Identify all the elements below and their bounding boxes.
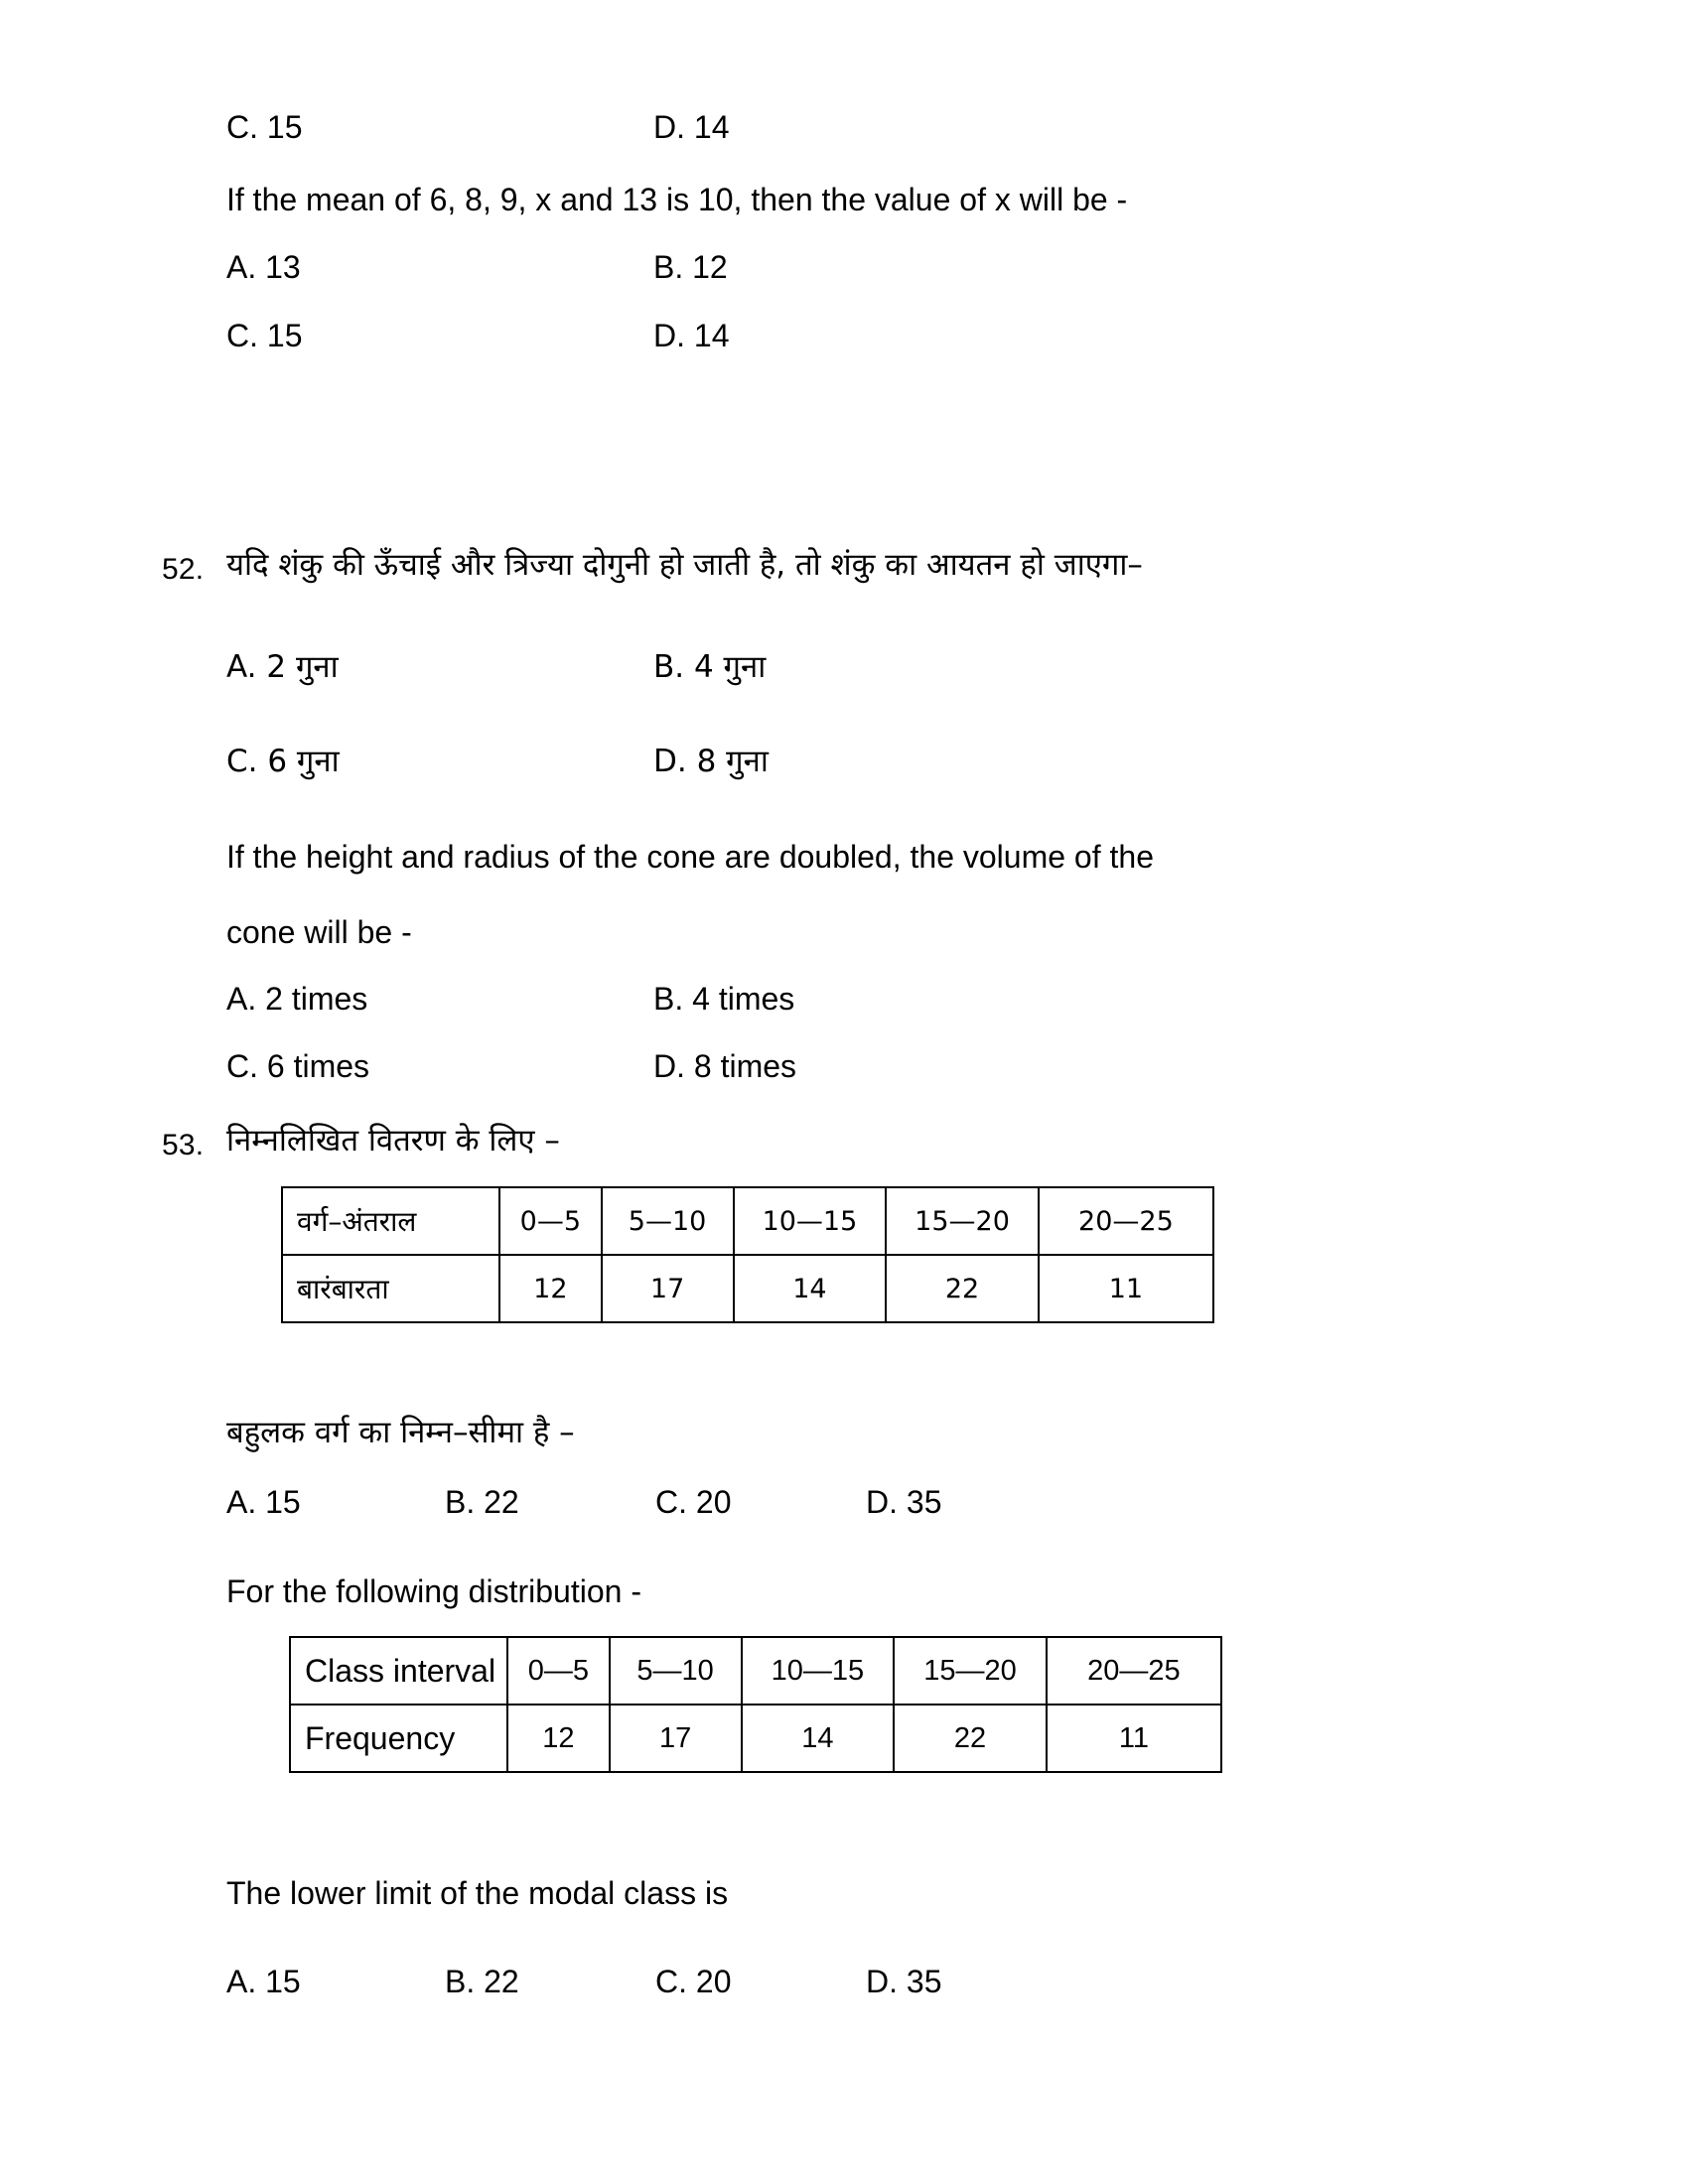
table-row — [282, 1255, 1213, 1322]
q52-option-a-hindi — [226, 645, 339, 687]
cell-frequency-hi-0: 12 — [499, 1255, 601, 1322]
q51-option-c-row3 — [226, 318, 302, 354]
option-key: D. — [653, 318, 694, 353]
option-text: 20 — [695, 1964, 732, 1999]
cell-class-interval-hi-3: 15—20 — [886, 1187, 1039, 1255]
q53-option-b-english — [445, 1964, 519, 2000]
cell-class-interval-en-3: 15—20 — [894, 1637, 1047, 1705]
cell-class-interval-en-4: 20—25 — [1047, 1637, 1221, 1705]
option-key: A. — [226, 1484, 266, 1520]
q52-option-d-hindi — [653, 740, 769, 781]
distribution-table-english — [289, 1636, 1222, 1773]
q52-option-b-english — [653, 981, 794, 1018]
option-text: 20 — [695, 1484, 732, 1520]
option-key: A. — [226, 249, 266, 285]
cell-class-interval-en-0: 0—5 — [507, 1637, 609, 1705]
option-text: 14 — [693, 109, 730, 145]
table-row — [282, 1187, 1213, 1255]
q51-option-b — [653, 249, 728, 286]
q53-stem-english: For the following distribution - — [226, 1573, 641, 1609]
option-key: A. — [226, 649, 267, 685]
q53-option-d-english — [866, 1964, 941, 2000]
option-key: A. — [226, 1964, 266, 1999]
option-key: B. — [445, 1964, 485, 1999]
option-key: D. — [653, 744, 697, 779]
cell-class-interval-en-2: 10—15 — [742, 1637, 895, 1705]
cell-frequency-en-0: 12 — [507, 1705, 609, 1772]
option-text: 12 — [692, 249, 728, 285]
cell-class-interval-en-1: 5—10 — [610, 1637, 742, 1705]
option-text: 15 — [265, 1964, 301, 1999]
option-text: 15 — [266, 109, 303, 145]
option-key: B. — [653, 649, 694, 685]
option-text: 22 — [484, 1484, 519, 1520]
q52-number: 52. — [162, 553, 205, 586]
option-text: 4 गुना — [693, 649, 767, 685]
option-key: D. — [653, 1048, 694, 1084]
q53-option-c-english — [655, 1964, 731, 2000]
table-row — [290, 1637, 1221, 1705]
option-key: D. — [866, 1964, 907, 1999]
option-key: A. — [226, 981, 266, 1017]
cell-class-interval-hi-1: 5—10 — [602, 1187, 734, 1255]
q53-option-a-english — [226, 1964, 301, 2000]
option-text: 15 — [265, 1484, 301, 1520]
cell-frequency-en-4: 11 — [1047, 1705, 1221, 1772]
q53-option-a-hindi — [226, 1484, 301, 1521]
option-text: 4 times — [692, 981, 795, 1017]
option-key: D. — [653, 109, 694, 145]
q52-stem-hindi: यदि शंकु की ऊँचाई और त्रिज्या दोगुनी हो जाती है, तो शंकु का आयतन हो जाएगा– — [226, 547, 1143, 583]
option-text: 14 — [693, 318, 730, 353]
cell-frequency-hi-4: 11 — [1039, 1255, 1213, 1322]
option-key: C. — [226, 318, 267, 353]
option-key: C. — [655, 1964, 696, 1999]
table-row — [290, 1705, 1221, 1772]
q52-stem-english-line1: If the height and radius of the cone are doubled, the volume of the — [226, 839, 1154, 875]
q51-option-d-row1 — [653, 109, 729, 146]
option-text: 8 times — [693, 1048, 797, 1084]
q53-stem-hindi: निम्नलिखित वितरण के लिए – — [226, 1123, 560, 1159]
cell-frequency-en-3: 22 — [894, 1705, 1047, 1772]
cell-class-interval-hi-2: 10—15 — [734, 1187, 887, 1255]
q51-option-c-row1 — [226, 109, 302, 146]
q51-stem-english: If the mean of 6, 8, 9, x and 13 is 10, then the value of x will be - — [226, 182, 1128, 217]
row-label-frequency-en: Frequency — [290, 1705, 507, 1772]
option-text: 35 — [906, 1484, 942, 1520]
option-key: C. — [226, 109, 267, 145]
option-text: 6 गुना — [267, 744, 340, 779]
q53-question-hindi: बहुलक वर्ग का निम्न–सीमा है – — [226, 1415, 575, 1450]
cell-class-interval-hi-0: 0—5 — [499, 1187, 601, 1255]
q53-question-english: The lower limit of the modal class is — [226, 1875, 729, 1911]
q53-option-d-hindi — [866, 1484, 941, 1521]
q52-option-d-english — [653, 1048, 796, 1085]
q53-number: 53. — [162, 1129, 205, 1161]
q52-option-c-hindi — [226, 740, 340, 781]
option-key: C. — [226, 1048, 267, 1084]
option-key: C. — [655, 1484, 696, 1520]
option-text: 15 — [266, 318, 303, 353]
cell-frequency-hi-1: 17 — [602, 1255, 734, 1322]
q53-option-c-hindi — [655, 1484, 731, 1521]
option-text: 6 times — [266, 1048, 370, 1084]
option-key: B. — [653, 249, 693, 285]
option-key: C. — [226, 744, 268, 779]
cell-frequency-en-2: 14 — [742, 1705, 895, 1772]
q53-option-b-hindi — [445, 1484, 519, 1521]
cell-class-interval-hi-4: 20—25 — [1039, 1187, 1213, 1255]
row-label-frequency-hi: बारंबारता — [282, 1255, 499, 1322]
option-text: 13 — [265, 249, 301, 285]
cell-frequency-hi-3: 22 — [886, 1255, 1039, 1322]
option-text: 2 times — [265, 981, 368, 1017]
cell-frequency-en-1: 17 — [610, 1705, 742, 1772]
cell-frequency-hi-2: 14 — [734, 1255, 887, 1322]
q51-option-d-row3 — [653, 318, 729, 354]
option-key: B. — [445, 1484, 485, 1520]
q52-option-a-english — [226, 981, 367, 1018]
option-key: D. — [866, 1484, 907, 1520]
option-text: 22 — [484, 1964, 519, 1999]
option-text: 35 — [906, 1964, 942, 1999]
q52-option-b-hindi — [653, 645, 766, 687]
option-key: B. — [653, 981, 693, 1017]
option-text: 8 गुना — [696, 744, 769, 779]
row-label-class-interval-hi: वर्ग–अंतराल — [282, 1187, 499, 1255]
q52-option-c-english — [226, 1048, 369, 1085]
row-label-class-interval-en: Class interval — [290, 1637, 507, 1705]
distribution-table-hindi — [281, 1186, 1214, 1323]
q52-stem-english-line2: cone will be - — [226, 914, 412, 950]
q51-option-a — [226, 249, 301, 286]
option-text: 2 गुना — [266, 649, 339, 685]
